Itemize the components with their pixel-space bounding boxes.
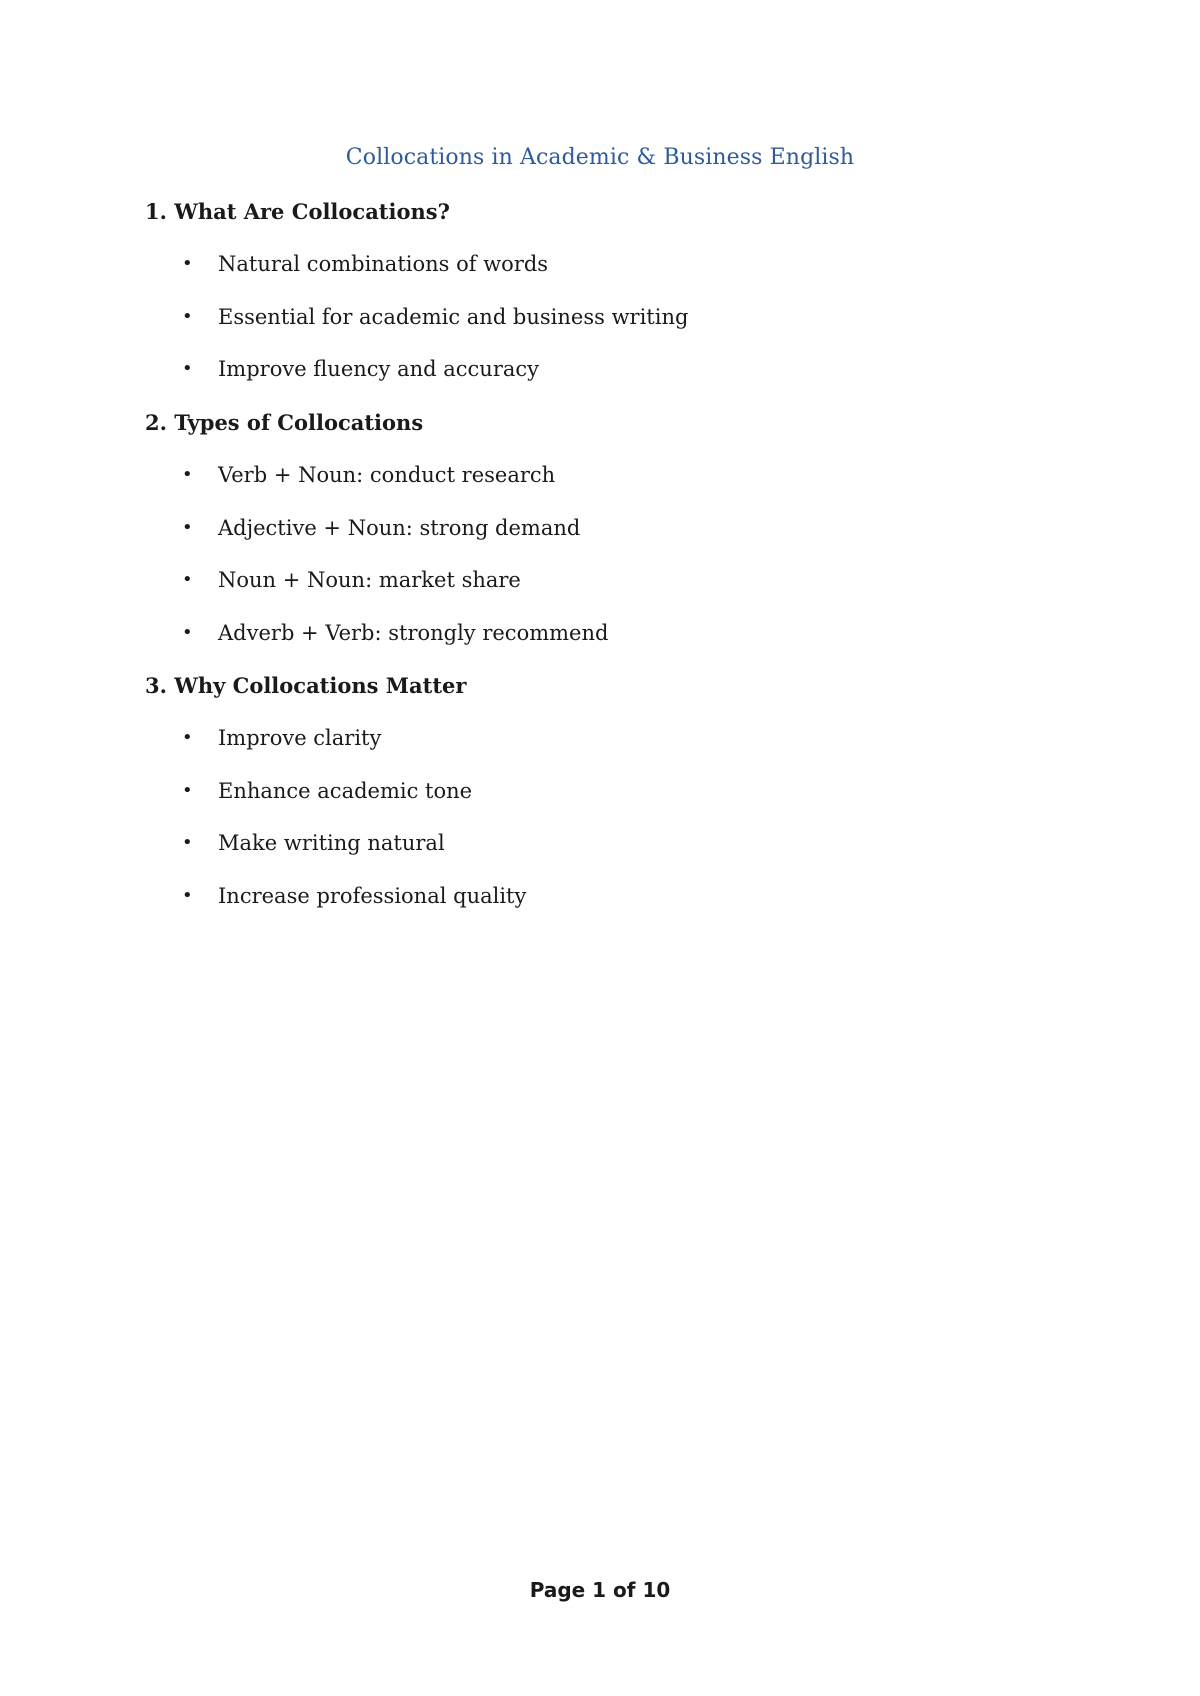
bullet-icon: • xyxy=(182,358,193,379)
list-item-text: Improve fluency and accuracy xyxy=(218,357,539,381)
list-item xyxy=(145,828,1145,881)
list-item-text: Improve clarity xyxy=(218,726,382,750)
bullet-icon: • xyxy=(182,569,193,590)
bullet-icon: • xyxy=(182,779,193,801)
section-why-collocations-matter xyxy=(145,671,1145,933)
page-number-footer: Page 1 of 10 xyxy=(529,1578,671,1602)
list-item-text: Enhance academic tone xyxy=(218,778,473,803)
list-item xyxy=(145,565,1145,618)
list-item-text: Noun + Noun: market share xyxy=(218,568,521,592)
section-heading: 3. Why Collocations Matter xyxy=(145,673,467,698)
bullet-list xyxy=(145,249,1145,407)
bullet-icon: • xyxy=(182,832,193,853)
list-item-text: Essential for academic and business writing xyxy=(218,304,689,329)
list-item xyxy=(145,881,1145,934)
list-item xyxy=(145,776,1145,829)
section-what-are-collocations xyxy=(145,197,1145,407)
list-item xyxy=(145,723,1145,776)
list-item-text: Verb + Noun: conduct research xyxy=(218,463,556,487)
bullet-icon: • xyxy=(182,621,193,643)
list-item-text: Adverb + Verb: strongly recommend xyxy=(218,620,609,645)
list-item xyxy=(145,249,1145,302)
bullet-icon: • xyxy=(182,305,193,327)
list-item-text: Make writing natural xyxy=(218,831,445,855)
bullet-list xyxy=(145,723,1145,933)
list-item-text: Increase professional quality xyxy=(218,883,527,908)
bullet-icon: • xyxy=(182,884,193,906)
list-item xyxy=(145,302,1145,355)
bullet-icon: • xyxy=(182,516,193,538)
document-title: Collocations in Academic & Business English xyxy=(345,145,855,170)
section-heading: 2. Types of Collocations xyxy=(145,410,424,435)
bullet-icon: • xyxy=(182,727,193,748)
list-item xyxy=(145,618,1145,671)
list-item xyxy=(145,460,1145,513)
list-item xyxy=(145,354,1145,407)
list-item xyxy=(145,513,1145,566)
bullet-list xyxy=(145,460,1145,670)
list-item-text: Natural combinations of words xyxy=(218,252,549,276)
list-item-text: Adjective + Noun: strong demand xyxy=(218,515,581,540)
bullet-icon: • xyxy=(182,464,193,485)
section-types-of-collocations xyxy=(145,408,1145,670)
section-heading: 1. What Are Collocations? xyxy=(145,199,450,224)
bullet-icon: • xyxy=(182,253,193,274)
